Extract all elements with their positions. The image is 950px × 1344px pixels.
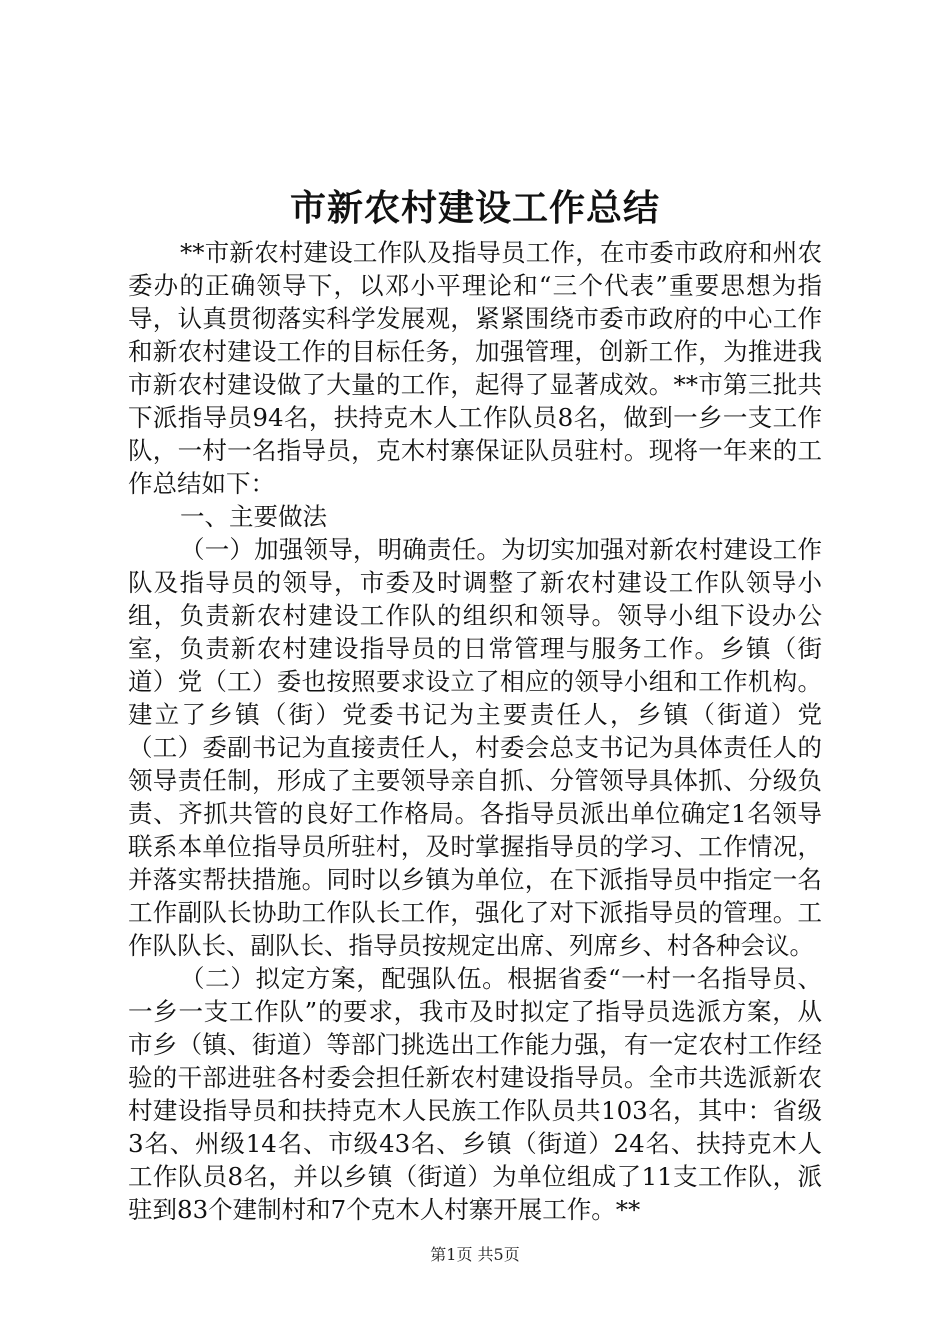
section-heading: 一、主要做法 [180, 502, 327, 531]
intro-paragraph: **市新农村建设工作队及指导员工作，在市委市政府和州农委办的正确领导下，以邓小平理论和“三个代表”重要思想为指导，认真贯彻落实科学发展观，紧紧围绕市委市政府的中心工作和新农村建设工作的目标任务，加强管理，创新工作，为推进我市新农村建设做了大量的工作，起得了显著成效。**市第三批共下派指导员94名，扶持克木人工作队员8名，做到一乡一支工作队，一村一名指导员，克木村寨保证队员驻村。现将一年来的工作总结如下： [128, 238, 822, 498]
body-paragraph-1: （一）加强领导，明确责任。为切实加强对新农村建设工作队及指导员的领导，市委及时调整了新农村建设工作队领导小组，负责新农村建设工作队的组织和领导。领导小组下设办公室，负责新农村建设指导员的日常管理与服务工作。乡镇（街道）党（工）委也按照要求设立了相应的领导小组和工作机构。建立了乡镇（街）党委书记为主要责任人，乡镇（街道）党（工）委副书记为直接责任人，村委会总支书记为具体责任人的领导责任制，形成了主要领导亲自抓、分管领导具体抓、分级负责、齐抓共管的良好工作格局。各指导员派出单位确定1名领导联系本单位指导员所驻村，及时掌握指导员的学习、工作情况，并落实帮扶措施。同时以乡镇为单位，在下派指导员中指定一名工作副队长协助工作队长工作，强化了对下派指导员的管理。工作队队长、副队长、指导员按规定出席、列席乡、村各种会议。 [128, 535, 822, 960]
body-paragraph-2: （二）拟定方案，配强队伍。根据省委“一村一名指导员、一乡一支工作队”的要求，我市及时拟定了指导员选派方案，从市乡（镇、街道）等部门挑选出工作能力强，有一定农村工作经验的干部进驻各村委会担任新农村建设指导员。全市共选派新农村建设指导员和扶持克木人民族工作队员共103名，其中：省级3名、州级14名、市级43名、乡镇（街道）24名、扶持克木人工作队员8名，并以乡镇（街道）为单位组成了11支工作队，派驻到83个建制村和7个克木人村寨开展工作。** [128, 964, 822, 1224]
document-title: 市新农村建设工作总结 [289, 187, 660, 229]
document-body [128, 236, 822, 1226]
page-footer: 第1页 共5页 [430, 1245, 520, 1264]
